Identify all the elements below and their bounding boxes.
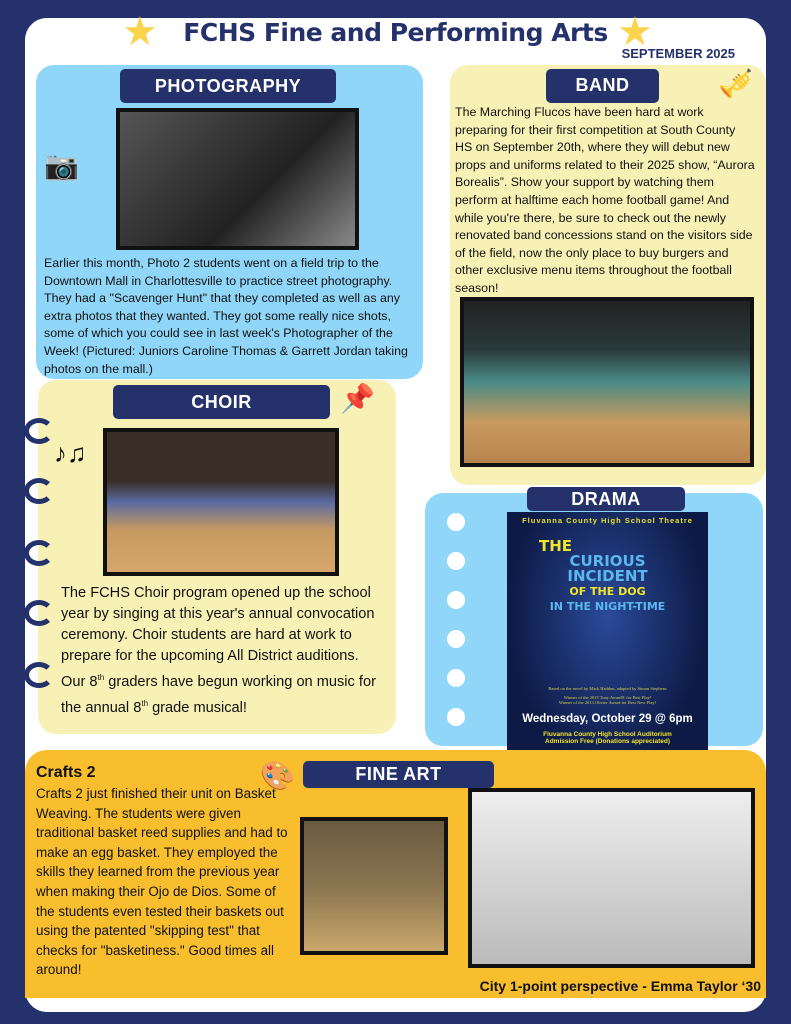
poster-award: Winner of the 2015 Tony Award® for Best Play!: [563, 695, 652, 700]
crafts-title: Crafts 2: [36, 764, 96, 781]
poster-org: Fluvanna County High School Theatre: [522, 516, 693, 525]
poster-title: INCIDENT: [567, 567, 648, 585]
binder-ring: [24, 600, 54, 626]
issue-date: SEPTEMBER 2025: [621, 46, 735, 61]
poster-admission: Admission Free (Donations appreciated): [545, 738, 670, 745]
star-icon: ★: [122, 10, 158, 54]
poster-title: IN THE NIGHT-TIME: [549, 600, 666, 613]
artwork-caption: City 1-point perspective - Emma Taylor ‘30: [479, 978, 761, 994]
band-heading: BAND: [546, 69, 659, 103]
poster-credit: Based on the novel by Mark Haddon, adapted by Simon Stephens: [548, 686, 667, 691]
poster-venue: Fluvanna County High School Auditorium: [543, 731, 672, 738]
city-drawing: [468, 788, 755, 968]
band-photo: [460, 297, 754, 467]
star-icon: ★: [617, 10, 653, 54]
trumpet-icon: 🎺: [718, 68, 753, 99]
photography-heading: PHOTOGRAPHY: [120, 69, 336, 103]
binder-ring: [24, 540, 54, 566]
binder-ring: [24, 662, 54, 688]
music-notes-icon: ♪♫: [54, 438, 87, 468]
page-title: FCHS Fine and Performing Arts: [183, 18, 608, 47]
photography-body: Earlier this month, Photo 2 students went on a field trip to the Downtown Mall in Charlottesville to practice street photography. They had a "Scavenger Hunt" that they completed as well as any extra photos that they wanted. They got some really nice shots, some of which you could see in last week's Photographer of the Week! (Pictured: Juniors Caroline Thomas & Garrett Jordan taking photos on the mall.): [44, 256, 408, 376]
choir-body: The FCHS Choir program opened up the school year by singing at this year's annual convocation ceremony. Choir students are hard at work to prepare for the upcoming All District auditions. Our 8th graders have begun working on music for the annual 8th grade musical!: [61, 585, 376, 716]
binder-ring: [24, 478, 54, 504]
poster-title: OF THE DOG: [569, 585, 646, 598]
camera-icon: 📷: [44, 150, 79, 181]
poster-title: THE: [539, 537, 573, 555]
basket-photo: [300, 817, 448, 955]
crafts-body: Crafts 2 just finished their unit on Basket Weaving. The students were given traditional basket reed supplies and had to make an egg basket. They employed the skills they learned from the previous year when making their Ojo de Dios. Some of the students even tested their baskets out using the patented "skipping test" that checks for "basketiness." Good times all around!: [36, 786, 288, 978]
poster-date: Wednesday, October 29 @ 6pm: [522, 713, 693, 725]
photography-photo: [116, 108, 359, 250]
palette-icon: 🎨: [260, 760, 295, 791]
drama-heading: DRAMA: [527, 487, 685, 511]
choir-heading: CHOIR: [113, 385, 330, 419]
drama-poster: [507, 512, 708, 770]
poster-title: CURIOUS: [569, 552, 646, 570]
band-body: The Marching Flucos have been hard at work preparing for their first competition at South County HS on September 20th, where they will debut new props and uniforms related to their 2025 show, “Aurora Borealis”. Show your support by watching them perform at halftime each home football game! And while you're there, be sure to check out the newly renovated band concessions stand on the visitors side of the field, now the only place to buy burgers and other exclusive menu items throughout the football season!: [455, 105, 755, 295]
fine-art-heading: FINE ART: [303, 761, 494, 788]
binder-ring: [24, 418, 54, 444]
pushpin-icon: 📌: [340, 383, 375, 414]
poster-award: Winner of the 2013 Olivier Award for Best New Play!: [558, 700, 657, 705]
choir-photo: [103, 428, 339, 576]
